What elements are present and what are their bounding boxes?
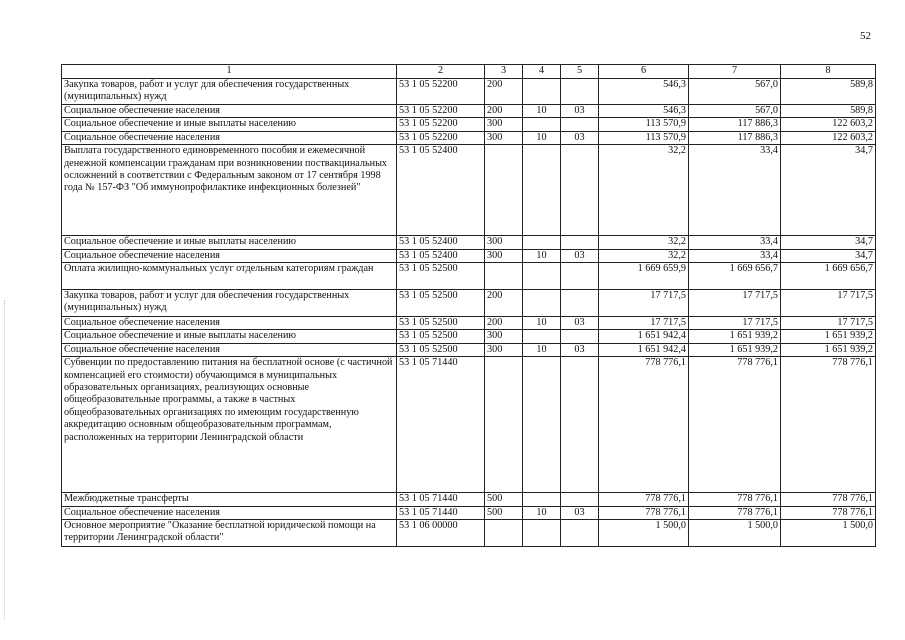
- row-code: 53 1 05 52500: [397, 330, 485, 343]
- row-code: 53 1 05 52500: [397, 263, 485, 290]
- row-expense-type: [485, 520, 523, 547]
- row-value-col8: 17 717,5: [781, 317, 876, 330]
- row-value-col8: 1 651 939,2: [781, 330, 876, 343]
- row-name: Социальное обеспечение и иные выплаты населению: [62, 236, 397, 249]
- table-row: [62, 520, 876, 547]
- row-value-col7: 778 776,1: [689, 357, 781, 493]
- table-row: [62, 131, 876, 144]
- row-value-col7: 117 886,3: [689, 118, 781, 131]
- row-expense-type: 300: [485, 330, 523, 343]
- row-value-col6: 32,2: [599, 249, 689, 262]
- row-name: Социальное обеспечение населения: [62, 506, 397, 519]
- table-row: [62, 79, 876, 105]
- row-code: 53 1 05 52500: [397, 290, 485, 317]
- row-value-col6: 113 570,9: [599, 118, 689, 131]
- row-value-col8: 1 651 939,2: [781, 343, 876, 356]
- row-section: 10: [523, 317, 561, 330]
- table-row: [62, 118, 876, 131]
- row-value-col8: 34,7: [781, 249, 876, 262]
- row-section: 10: [523, 131, 561, 144]
- row-code: 53 1 05 71440: [397, 506, 485, 519]
- row-subsection: [561, 118, 599, 131]
- row-name: Закупка товаров, работ и услуг для обеспечения государственных (муниципальных) нужд: [62, 79, 397, 105]
- row-name: Оплата жилищно-коммунальных услуг отдельным категориям граждан: [62, 263, 397, 290]
- row-expense-type: 300: [485, 131, 523, 144]
- row-section: [523, 236, 561, 249]
- row-section: [523, 330, 561, 343]
- header-cell: 3: [485, 65, 523, 79]
- row-subsection: 03: [561, 343, 599, 356]
- row-section: 10: [523, 343, 561, 356]
- row-section: 10: [523, 506, 561, 519]
- row-value-col8: 778 776,1: [781, 506, 876, 519]
- row-value-col7: 117 886,3: [689, 131, 781, 144]
- row-value-col6: 17 717,5: [599, 290, 689, 317]
- row-name: Межбюджетные трансферты: [62, 493, 397, 506]
- table-row: [62, 357, 876, 493]
- row-value-col8: 778 776,1: [781, 493, 876, 506]
- row-value-col8: 589,8: [781, 79, 876, 105]
- row-value-col7: 1 669 656,7: [689, 263, 781, 290]
- row-expense-type: 200: [485, 105, 523, 118]
- row-value-col6: 546,3: [599, 79, 689, 105]
- row-value-col7: 1 651 939,2: [689, 330, 781, 343]
- row-section: 10: [523, 249, 561, 262]
- row-subsection: [561, 520, 599, 547]
- row-code: 53 1 06 00000: [397, 520, 485, 547]
- row-subsection: [561, 145, 599, 236]
- row-value-col8: 122 603,2: [781, 118, 876, 131]
- row-value-col8: 34,7: [781, 236, 876, 249]
- row-subsection: 03: [561, 105, 599, 118]
- row-name: Социальное обеспечение населения: [62, 343, 397, 356]
- row-code: 53 1 05 52400: [397, 145, 485, 236]
- row-expense-type: 300: [485, 343, 523, 356]
- row-expense-type: 200: [485, 79, 523, 105]
- row-code: 53 1 05 52500: [397, 317, 485, 330]
- row-expense-type: 300: [485, 249, 523, 262]
- table-row: [62, 263, 876, 290]
- row-value-col7: 17 717,5: [689, 317, 781, 330]
- row-expense-type: [485, 357, 523, 493]
- row-name: Социальное обеспечение населения: [62, 317, 397, 330]
- table-row: [62, 249, 876, 262]
- row-value-col6: 17 717,5: [599, 317, 689, 330]
- row-name: Субвенции по предоставлению питания на бесплатной основе (с частичной компенсацией его стоимости) обучающимся в муниципальных образовательных организациях, реализующих основные общеобразовательные программы, а также в частных общеобразовательных организациях по имеющим государственную аккредитацию основным общеобразовательным программам, расположенных на территории Ленинградской области: [62, 357, 397, 493]
- row-code: 53 1 05 71440: [397, 357, 485, 493]
- row-value-col6: 1 651 942,4: [599, 330, 689, 343]
- row-subsection: [561, 263, 599, 290]
- row-value-col6: 1 669 659,9: [599, 263, 689, 290]
- budget-table: [61, 64, 876, 547]
- row-value-col6: 778 776,1: [599, 357, 689, 493]
- row-name: Выплата государственного единовременного пособия и ежемесячной денежной компенсации гражданам при возникновении поствакцинальных осложнений в соответствии с Федеральным законом от 17 сентября 1998 года № 157-ФЗ "Об иммунопрофилактике инфекционных болезней": [62, 145, 397, 236]
- row-name: Социальное обеспечение и иные выплаты населению: [62, 330, 397, 343]
- header-cell: 8: [781, 65, 876, 79]
- row-code: 53 1 05 52200: [397, 118, 485, 131]
- row-name: Закупка товаров, работ и услуг для обеспечения государственных (муниципальных) нужд: [62, 290, 397, 317]
- row-code: 53 1 05 52200: [397, 105, 485, 118]
- row-value-col7: 567,0: [689, 79, 781, 105]
- table-row: [62, 236, 876, 249]
- page-number: 52: [860, 30, 871, 42]
- row-value-col6: 1 500,0: [599, 520, 689, 547]
- row-value-col8: 1 500,0: [781, 520, 876, 547]
- table-row: [62, 317, 876, 330]
- row-value-col7: 17 717,5: [689, 290, 781, 317]
- row-value-col8: 589,8: [781, 105, 876, 118]
- row-name: Социальное обеспечение населения: [62, 105, 397, 118]
- row-subsection: [561, 290, 599, 317]
- row-name: Основное мероприятие "Оказание бесплатной юридической помощи на территории Ленинградской области": [62, 520, 397, 547]
- row-value-col8: 1 669 656,7: [781, 263, 876, 290]
- header-cell: 2: [397, 65, 485, 79]
- row-code: 53 1 05 52200: [397, 79, 485, 105]
- row-value-col6: 546,3: [599, 105, 689, 118]
- row-subsection: [561, 357, 599, 493]
- row-section: [523, 79, 561, 105]
- header-cell: 7: [689, 65, 781, 79]
- table-row: [62, 105, 876, 118]
- row-value-col7: 567,0: [689, 105, 781, 118]
- header-cell: 6: [599, 65, 689, 79]
- row-subsection: [561, 79, 599, 105]
- row-section: [523, 290, 561, 317]
- row-subsection: 03: [561, 131, 599, 144]
- row-section: [523, 520, 561, 547]
- row-section: 10: [523, 105, 561, 118]
- table-row: [62, 330, 876, 343]
- row-section: [523, 493, 561, 506]
- table-row: [62, 145, 876, 236]
- scan-edge-mark: [4, 300, 6, 620]
- row-value-col8: 122 603,2: [781, 131, 876, 144]
- row-value-col6: 778 776,1: [599, 506, 689, 519]
- row-section: [523, 263, 561, 290]
- row-value-col6: 113 570,9: [599, 131, 689, 144]
- row-code: 53 1 05 52200: [397, 131, 485, 144]
- row-expense-type: 200: [485, 290, 523, 317]
- table-row: [62, 290, 876, 317]
- row-expense-type: [485, 263, 523, 290]
- row-value-col6: 778 776,1: [599, 493, 689, 506]
- row-expense-type: 300: [485, 118, 523, 131]
- row-section: [523, 118, 561, 131]
- row-value-col7: 33,4: [689, 145, 781, 236]
- row-value-col7: 778 776,1: [689, 506, 781, 519]
- row-section: [523, 357, 561, 493]
- table-header-row: [62, 65, 876, 79]
- table-row: [62, 493, 876, 506]
- row-name: Социальное обеспечение населения: [62, 131, 397, 144]
- row-subsection: [561, 493, 599, 506]
- row-value-col6: 32,2: [599, 236, 689, 249]
- row-value-col6: 32,2: [599, 145, 689, 236]
- row-value-col8: 34,7: [781, 145, 876, 236]
- row-value-col8: 778 776,1: [781, 357, 876, 493]
- row-subsection: 03: [561, 506, 599, 519]
- row-expense-type: [485, 145, 523, 236]
- header-cell: 5: [561, 65, 599, 79]
- row-name: Социальное обеспечение и иные выплаты населению: [62, 118, 397, 131]
- table-row: [62, 506, 876, 519]
- row-code: 53 1 05 52400: [397, 236, 485, 249]
- row-section: [523, 145, 561, 236]
- row-value-col8: 17 717,5: [781, 290, 876, 317]
- header-cell: 1: [62, 65, 397, 79]
- row-expense-type: 300: [485, 236, 523, 249]
- table-row: [62, 343, 876, 356]
- row-expense-type: 200: [485, 317, 523, 330]
- row-code: 53 1 05 52400: [397, 249, 485, 262]
- row-subsection: 03: [561, 317, 599, 330]
- row-expense-type: 500: [485, 493, 523, 506]
- row-subsection: [561, 236, 599, 249]
- table-body: [62, 79, 876, 547]
- row-name: Социальное обеспечение населения: [62, 249, 397, 262]
- header-cell: 4: [523, 65, 561, 79]
- row-subsection: [561, 330, 599, 343]
- row-value-col7: 1 651 939,2: [689, 343, 781, 356]
- row-code: 53 1 05 71440: [397, 493, 485, 506]
- row-subsection: 03: [561, 249, 599, 262]
- row-value-col7: 1 500,0: [689, 520, 781, 547]
- row-expense-type: 500: [485, 506, 523, 519]
- row-value-col7: 33,4: [689, 249, 781, 262]
- row-value-col7: 778 776,1: [689, 493, 781, 506]
- row-value-col7: 33,4: [689, 236, 781, 249]
- row-value-col6: 1 651 942,4: [599, 343, 689, 356]
- row-code: 53 1 05 52500: [397, 343, 485, 356]
